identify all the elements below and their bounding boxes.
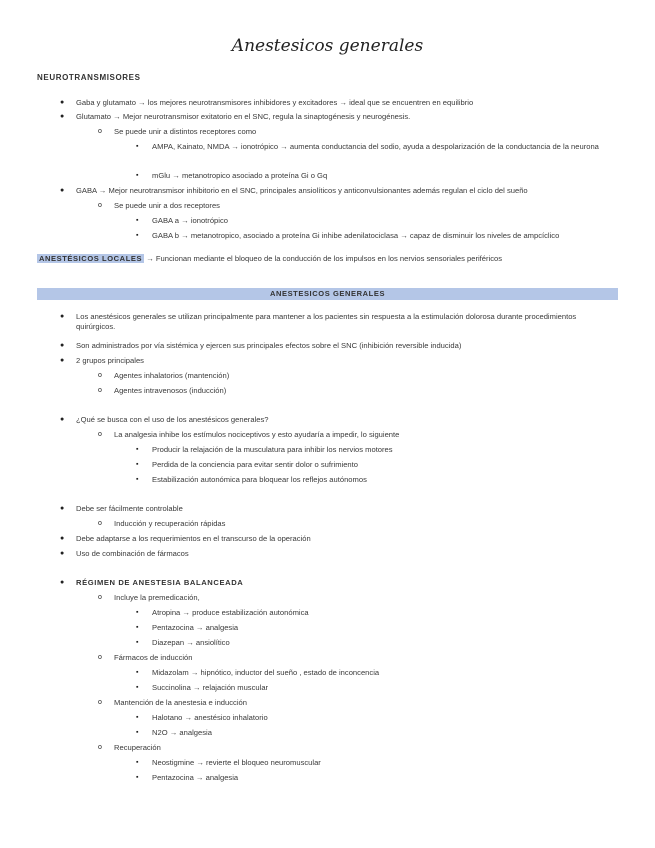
bullet-square: ▪ xyxy=(136,624,139,631)
bullet-dot: ● xyxy=(60,535,65,542)
list-item: Pentazocina → analgesia xyxy=(152,773,239,782)
bullet-square: ▪ xyxy=(136,609,139,616)
bullet-dot: ● xyxy=(60,113,65,120)
list-item: Pentazocina → analgesia xyxy=(152,623,239,632)
bullet-dot: ● xyxy=(60,99,65,106)
list-item: 2 grupos principales xyxy=(76,356,144,365)
bullet-circle: o xyxy=(98,202,102,209)
list-item: Neostigmine → revierte el bloqueo neuromuscular xyxy=(152,758,321,767)
list-item: Recuperación xyxy=(114,743,161,752)
bullet-square: ▪ xyxy=(136,143,139,150)
bullet-square: ▪ xyxy=(136,446,139,453)
locales-text: → Funcionan mediante el bloqueo de la conducción de los impulsos en los nervios sensoriales periféricos xyxy=(146,254,503,263)
bullet-square: ▪ xyxy=(136,729,139,736)
bullet-circle: o xyxy=(98,594,102,601)
bullet-square: ▪ xyxy=(136,217,139,224)
list-item: Succinolina → relajación muscular xyxy=(152,683,269,692)
bullet-square: ▪ xyxy=(136,461,139,468)
list-item: Halotano → anestésico inhalatorio xyxy=(152,713,268,722)
list-item: Perdida de la conciencia para evitar sentir dolor o sufrimiento xyxy=(152,460,358,469)
bullet-square: ▪ xyxy=(136,172,139,179)
section-heading-neurotransmisores: NEUROTRANSMISORES xyxy=(37,73,141,82)
bullet-dot: ● xyxy=(60,416,65,423)
list-item: Agentes intravenosos (inducción) xyxy=(114,386,227,395)
list-item: Mantención de la anestesia e inducción xyxy=(114,698,247,707)
bullet-circle: o xyxy=(98,431,102,438)
bullet-square: ▪ xyxy=(136,759,139,766)
bullet-square: ▪ xyxy=(136,669,139,676)
list-item: GABA a → ionotrópico xyxy=(152,216,228,225)
list-item: Los anestésicos generales se utilizan principalmente para mantener a los pacientes sin respuesta a la estimulación dolorosa durante procedimientos quirúrgicos. xyxy=(76,312,577,331)
list-item: GABA → Mejor neurotransmisor inhibitorio en el SNC, principales ansiolíticos y anticonvulsionantes además regulan el ciclo del sueño xyxy=(76,186,528,195)
bullet-circle: o xyxy=(98,699,102,706)
bullet-dot: ● xyxy=(60,313,65,320)
list-item: Agentes inhalatorios (mantención) xyxy=(114,371,230,380)
list-item: Son administrados por vía sistémica y ejercen sus principales efectos sobre el SNC (inhibición reversible inducida) xyxy=(76,341,462,350)
list-item: Estabilización autonómica para bloquear los reflejos autónomos xyxy=(152,475,367,484)
list-item: Debe ser fácilmente controlable xyxy=(76,504,183,513)
bullet-circle: o xyxy=(98,372,102,379)
bullet-square: ▪ xyxy=(136,476,139,483)
regimen-heading: RÉGIMEN DE ANESTESIA BALANCEADA xyxy=(76,578,244,587)
bullet-circle: o xyxy=(98,128,102,135)
bullet-circle: o xyxy=(98,654,102,661)
list-item: N2O → analgesia xyxy=(152,728,212,737)
locales-line xyxy=(37,254,502,264)
list-item: AMPA, Kainato, NMDA → ionotrópico → aumenta conductancia del sodio, ayuda a despolarización de la conductancia de la neurona xyxy=(152,142,599,151)
bullet-dot: ● xyxy=(60,550,65,557)
bullet-square: ▪ xyxy=(136,714,139,721)
bullet-dot: ● xyxy=(60,187,65,194)
list-item: ¿Qué se busca con el uso de los anestésicos generales? xyxy=(76,415,269,424)
list-item: Se puede unir a distintos receptores como xyxy=(114,127,257,136)
bullet-dot: ● xyxy=(60,505,65,512)
list-item: Atropina → produce estabilización autonómica xyxy=(152,608,309,617)
list-item: Gaba y glutamato → los mejores neurotransmisores inhibidores y excitadores → ideal que se encuentren en equilibrio xyxy=(76,98,474,107)
list-item: GABA b → metanotropico, asociado a proteína Gi inhibe adenilatociclasa → capaz de disminuir los niveles de ampcíclico xyxy=(152,231,560,240)
list-item: Fármacos de inducción xyxy=(114,653,193,662)
list-item: Se puede unir a dos receptores xyxy=(114,201,220,210)
list-item: Diazepan → ansiolítico xyxy=(152,638,230,647)
list-item: Midazolam → hipnótico, inductor del sueño , estado de inconcencia xyxy=(152,668,380,677)
list-item: mGlu → metanotropico asociado a proteína Gi o Gq xyxy=(152,171,328,180)
bullet-circle: o xyxy=(98,744,102,751)
bullet-dot: ● xyxy=(60,579,65,586)
bullet-square: ▪ xyxy=(136,684,139,691)
list-item: Producir la relajación de la musculatura para inhibir los nervios motores xyxy=(152,445,393,454)
bullet-square: ▪ xyxy=(136,774,139,781)
list-item: Incluye la premedicación, xyxy=(114,593,200,602)
list-item: La analgesia inhibe los estímulos nociceptivos y esto ayudaría a impedir, lo siguiente xyxy=(114,430,400,439)
bullet-dot: ● xyxy=(60,357,65,364)
list-item: Inducción y recuperación rápidas xyxy=(114,519,226,528)
bullet-circle: o xyxy=(98,520,102,527)
bullet-dot: ● xyxy=(60,342,65,349)
list-item: Uso de combinación de fármacos xyxy=(76,549,189,558)
bullet-square: ▪ xyxy=(136,232,139,239)
bullet-square: ▪ xyxy=(136,639,139,646)
locales-label: ANESTÉSICOS LOCALES xyxy=(39,254,143,263)
bullet-circle: o xyxy=(98,387,102,394)
section-band xyxy=(37,288,618,300)
list-item: Debe adaptarse a los requerimientos en el transcurso de la operación xyxy=(76,534,311,543)
section-band-label: ANESTESICOS GENERALES xyxy=(269,289,386,298)
list-item: Glutamato → Mejor neurotransmisor exitatorio en el SNC, regula la sinaptogénesis y neurogénesis. xyxy=(76,112,411,121)
page-title: Anestesicos generales xyxy=(231,36,424,56)
